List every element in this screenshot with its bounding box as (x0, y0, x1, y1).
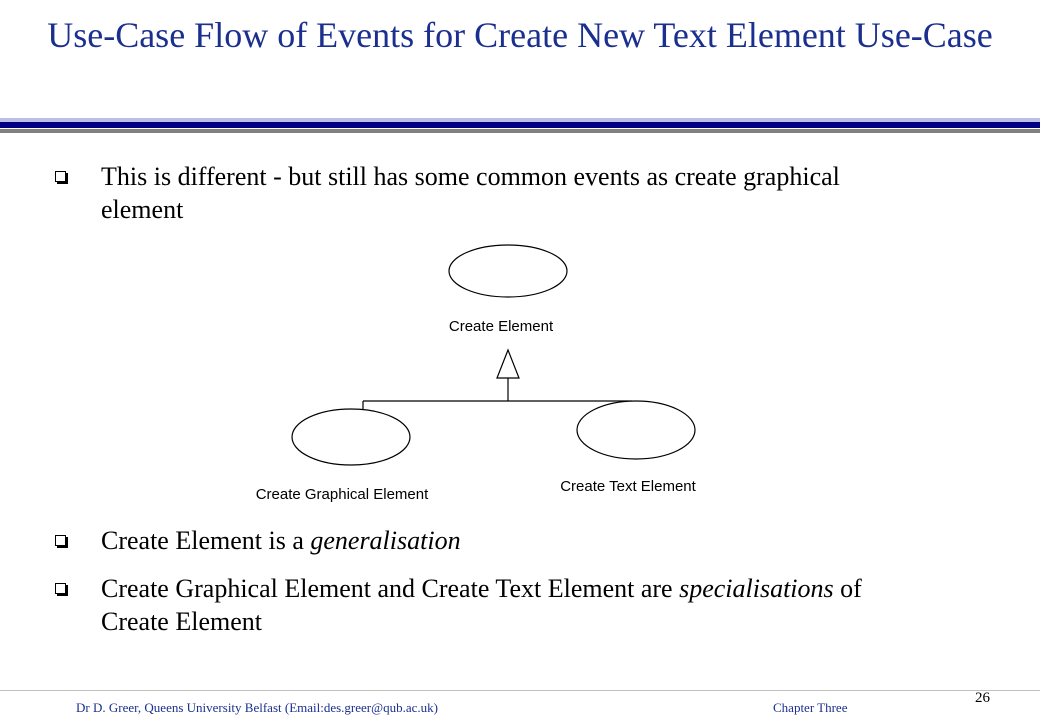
square-bullet-icon (55, 583, 66, 594)
footer-chapter: Chapter Three (773, 700, 848, 715)
bullet-text (101, 524, 461, 557)
footer-divider (0, 690, 1040, 691)
page-number: 26 (975, 690, 990, 706)
square-bullet-icon (55, 535, 66, 546)
bullet-text (101, 572, 895, 638)
use-case-label-create-graphical-element: Create Graphical Element (255, 486, 429, 503)
bullet-emphasis: specialisations (679, 574, 834, 603)
use-case-ellipse-create-element (449, 245, 567, 297)
bullet-text-segment: Create Graphical Element and Create Text Element are (101, 574, 680, 603)
bullet-text: This is different - but still has some common events as create graphical element (101, 162, 840, 224)
bullet-emphasis: generalisation (310, 526, 461, 555)
footer-author: Dr D. Greer, Queens University Belfast (Email:des.greer@qub.ac.uk) (76, 700, 438, 715)
bullet-text-segment: of Create Element (101, 574, 862, 636)
use-case-ellipse-create-text-element (577, 401, 695, 459)
generalisation-arrow-icon (497, 350, 519, 378)
use-case-label-create-element: Create Element (448, 318, 554, 335)
use-case-ellipse-create-graphical-element (292, 409, 410, 465)
slide-title: Use-Case Flow of Events for Create New Text Element Use-Case (47, 15, 993, 55)
use-case-label-create-text-element: Create Text Element (560, 478, 696, 495)
bullet-text-segment: Create Element is a (101, 526, 311, 555)
